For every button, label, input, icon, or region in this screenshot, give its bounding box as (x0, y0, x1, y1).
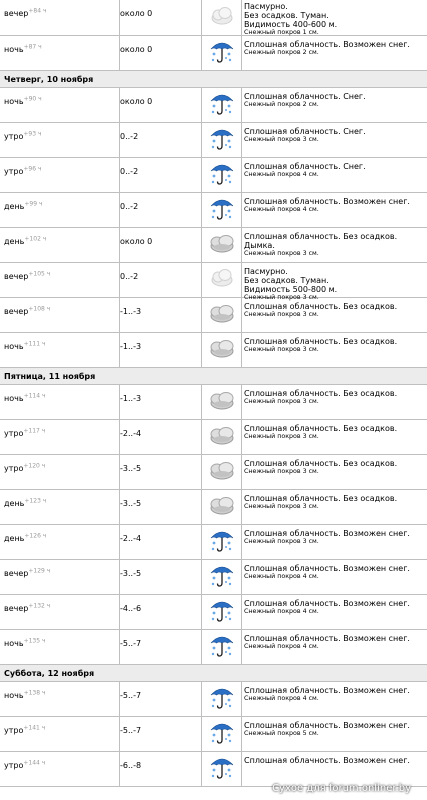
description-cell (242, 525, 427, 559)
weather-icon-cell (202, 263, 242, 297)
weather-description: Видимость 400-600 м. (244, 20, 338, 29)
table-row (0, 298, 427, 333)
weather-description: Сплошная облачность. Возможен снег. (244, 634, 410, 643)
overcast-icon (208, 389, 236, 415)
weather-description: Видимость 500-800 м. (244, 285, 338, 294)
description-cell (242, 0, 427, 35)
day-header (0, 71, 427, 88)
time-label: день (4, 202, 25, 211)
time-label: день (4, 499, 25, 508)
temperature-value: -4..-6 (120, 604, 142, 613)
umbrella-snow-icon (208, 194, 236, 226)
weather-icon-cell (202, 420, 242, 454)
time-cell (0, 490, 120, 524)
temperature-cell (120, 717, 202, 751)
time-label: вечер (4, 272, 29, 281)
weather-icon-cell (202, 298, 242, 332)
table-row (0, 560, 427, 595)
hour-offset: +108 ч (28, 305, 51, 313)
weather-icon-cell (202, 490, 242, 524)
hour-offset: +102 ч (24, 235, 47, 243)
snow-cover: Снежный покров 4 см. (244, 643, 319, 650)
time-label: утро (4, 726, 24, 735)
overcast-icon (208, 232, 236, 258)
weather-description: Сплошная облачность. Снег. (244, 127, 366, 136)
snow-cover: Снежный покров 3 см. (244, 468, 319, 475)
time-cell (0, 752, 120, 786)
weather-description: Сплошная облачность. Возможен снег. (244, 721, 410, 730)
hour-offset: +135 ч (23, 637, 46, 645)
temperature-value: около 0 (120, 237, 153, 246)
temperature-value: -5..-7 (120, 639, 142, 648)
table-row (0, 333, 427, 368)
time-cell (0, 420, 120, 454)
time-label: ночь (4, 342, 24, 351)
temperature-cell (120, 490, 202, 524)
description-cell (242, 193, 427, 227)
weather-description: Сплошная облачность. Снег. (244, 92, 366, 101)
time-cell (0, 525, 120, 559)
temperature-cell (120, 560, 202, 594)
description-cell (242, 455, 427, 489)
temperature-value: 0..-2 (120, 202, 139, 211)
day-header (0, 368, 427, 385)
temperature-value: -6..-8 (120, 761, 142, 770)
hour-offset: +105 ч (28, 270, 51, 278)
weather-description: Сплошная облачность. Возможен снег. (244, 599, 410, 608)
description-cell (242, 263, 427, 301)
description-cell (242, 158, 427, 192)
umbrella-snow-icon (208, 561, 236, 593)
snow-cover: Снежный покров 4 см. (244, 573, 319, 580)
time-label: ночь (4, 691, 24, 700)
time-cell (0, 385, 120, 419)
time-cell (0, 298, 120, 332)
weather-icon-cell (202, 0, 242, 35)
temperature-value: -3..-5 (120, 569, 142, 578)
weather-description: Сплошная облачность. Возможен снег. (244, 756, 410, 765)
snow-cover: Снежный покров 3 см. (244, 346, 319, 353)
temperature-cell (120, 455, 202, 489)
table-row (0, 0, 427, 36)
hour-offset: +114 ч (23, 392, 46, 400)
temperature-cell (120, 682, 202, 716)
description-cell (242, 420, 427, 454)
weather-description: Сплошная облачность. Без осадков. (244, 459, 398, 468)
weather-description: Сплошная облачность. Без осадков. Дымка. (244, 232, 398, 250)
table-row (0, 630, 427, 665)
day-label: Четверг, 10 ноября (4, 74, 94, 84)
temperature-value: -3..-5 (120, 464, 142, 473)
time-label: утро (4, 429, 24, 438)
temperature-cell (120, 228, 202, 262)
time-cell (0, 455, 120, 489)
weather-icon-cell (202, 682, 242, 716)
time-label: вечер (4, 9, 29, 18)
cloud-icon (209, 267, 235, 293)
description-cell (242, 490, 427, 524)
time-cell (0, 630, 120, 664)
hour-offset: +90 ч (23, 95, 42, 103)
weather-icon-cell (202, 333, 242, 367)
snow-cover: Снежный покров 4 см. (244, 171, 319, 178)
temperature-value: -5..-7 (120, 726, 142, 735)
table-row (0, 752, 427, 787)
temperature-cell (120, 123, 202, 157)
snow-cover: Снежный покров 3 см. (244, 398, 319, 405)
snow-cover: Снежный покров 3 см. (244, 250, 319, 257)
time-cell (0, 88, 120, 122)
day-header (0, 665, 427, 682)
weather-icon-cell (202, 752, 242, 786)
watermark: Сухое для forum.onliner.by (272, 783, 411, 794)
temperature-cell (120, 88, 202, 122)
temperature-cell (120, 595, 202, 629)
time-label: ночь (4, 394, 24, 403)
temperature-value: -2..-4 (120, 534, 142, 543)
time-cell (0, 595, 120, 629)
time-cell (0, 0, 120, 35)
time-label: утро (4, 167, 24, 176)
weather-icon-cell (202, 630, 242, 664)
hour-offset: +96 ч (23, 165, 42, 173)
weather-icon-cell (202, 36, 242, 70)
hour-offset: +117 ч (23, 427, 46, 435)
hour-offset: +111 ч (23, 340, 46, 348)
weather-description: Пасмурно. (244, 2, 288, 11)
temperature-value: -5..-7 (120, 691, 142, 700)
time-cell (0, 333, 120, 367)
hour-offset: +144 ч (23, 759, 46, 767)
time-label: утро (4, 464, 24, 473)
time-label: день (4, 237, 25, 246)
weather-icon-cell (202, 228, 242, 262)
time-label: вечер (4, 569, 29, 578)
temperature-value: около 0 (120, 9, 153, 18)
temperature-value: около 0 (120, 97, 153, 106)
weather-description: Сплошная облачность. Возможен снег. (244, 686, 410, 695)
snow-cover: Снежный покров 4 см. (244, 206, 319, 213)
weather-description: Сплошная облачность. Снег. (244, 162, 366, 171)
temperature-value: 0..-2 (120, 167, 139, 176)
table-row (0, 682, 427, 717)
snow-cover: Снежный покров 4 см. (244, 695, 319, 702)
temperature-value: 0..-2 (120, 132, 139, 141)
weather-description: Сплошная облачность. Без осадков. (244, 389, 398, 398)
temperature-value: 0..-2 (120, 272, 139, 281)
time-label: ночь (4, 639, 24, 648)
umbrella-snow-icon (208, 526, 236, 558)
time-cell (0, 193, 120, 227)
weather-icon-cell (202, 158, 242, 192)
day-label: Суббота, 12 ноября (4, 668, 95, 678)
snow-cover: Снежный покров 4 см. (244, 608, 319, 615)
temperature-cell (120, 752, 202, 786)
weather-description: Без осадков. Туман. (244, 276, 329, 285)
weather-icon-cell (202, 193, 242, 227)
temperature-cell (120, 630, 202, 664)
umbrella-snow-icon (208, 89, 236, 121)
weather-icon-cell (202, 123, 242, 157)
temperature-cell (120, 158, 202, 192)
snow-cover: Снежный покров 5 см. (244, 730, 319, 737)
weather-description: Сплошная облачность. Возможен снег. (244, 40, 410, 49)
snow-cover: Снежный покров 3 см. (244, 311, 319, 318)
description-cell (242, 228, 427, 262)
weather-icon-cell (202, 455, 242, 489)
hour-offset: +129 ч (28, 567, 51, 575)
description-cell (242, 752, 427, 786)
temperature-cell (120, 385, 202, 419)
umbrella-snow-icon (208, 596, 236, 628)
hour-offset: +132 ч (28, 602, 51, 610)
weather-description: Сплошная облачность. Без осадков. (244, 302, 398, 311)
weather-description: Сплошная облачность. Без осадков. (244, 424, 398, 433)
time-label: вечер (4, 604, 29, 613)
time-cell (0, 560, 120, 594)
snow-cover: Снежный покров 1 см. (244, 29, 319, 36)
weather-description: Сплошная облачность. Возможен снег. (244, 197, 410, 206)
table-row (0, 717, 427, 752)
description-cell (242, 36, 427, 70)
day-label: Пятница, 11 ноября (4, 371, 96, 381)
table-row (0, 88, 427, 123)
snow-cover: Снежный покров 2 см. (244, 49, 319, 56)
temperature-cell (120, 36, 202, 70)
temperature-value: -1..-3 (120, 307, 142, 316)
table-row (0, 455, 427, 490)
weather-description: Сплошная облачность. Возможен снег. (244, 564, 410, 573)
table-row (0, 420, 427, 455)
hour-offset: +99 ч (24, 200, 43, 208)
umbrella-snow-icon (208, 753, 236, 785)
temperature-value: -2..-4 (120, 429, 142, 438)
snow-cover: Снежный покров 3 см. (244, 503, 319, 510)
time-cell (0, 717, 120, 751)
description-cell (242, 595, 427, 629)
overcast-icon (208, 459, 236, 485)
description-cell (242, 630, 427, 664)
description-cell (242, 385, 427, 419)
hour-offset: +138 ч (23, 689, 46, 697)
umbrella-snow-icon (208, 683, 236, 715)
table-row (0, 385, 427, 420)
description-cell (242, 560, 427, 594)
table-row (0, 595, 427, 630)
table-row (0, 158, 427, 193)
temperature-cell (120, 525, 202, 559)
time-cell (0, 123, 120, 157)
table-row (0, 490, 427, 525)
time-label: ночь (4, 97, 24, 106)
time-label: утро (4, 761, 24, 770)
temperature-cell (120, 193, 202, 227)
description-cell (242, 123, 427, 157)
overcast-icon (208, 494, 236, 520)
description-cell (242, 298, 427, 332)
snow-cover: Снежный покров 3 см. (244, 433, 319, 440)
temperature-cell (120, 0, 202, 35)
time-cell (0, 158, 120, 192)
umbrella-snow-icon (208, 37, 236, 69)
overcast-icon (208, 302, 236, 328)
umbrella-snow-icon (208, 718, 236, 750)
description-cell (242, 88, 427, 122)
temperature-value: около 0 (120, 45, 153, 54)
temperature-cell (120, 420, 202, 454)
weather-icon-cell (202, 717, 242, 751)
hour-offset: +123 ч (24, 497, 47, 505)
time-cell (0, 263, 120, 297)
time-label: вечер (4, 307, 29, 316)
table-row (0, 263, 427, 301)
temperature-value: -1..-3 (120, 394, 142, 403)
hour-offset: +126 ч (24, 532, 47, 540)
temperature-cell (120, 333, 202, 367)
temperature-cell (120, 263, 202, 297)
weather-description: Пасмурно. (244, 267, 288, 276)
umbrella-snow-icon (208, 631, 236, 663)
time-label: утро (4, 132, 24, 141)
temperature-cell (120, 298, 202, 332)
time-cell (0, 682, 120, 716)
hour-offset: +87 ч (23, 43, 42, 51)
weather-icon-cell (202, 385, 242, 419)
description-cell (242, 333, 427, 367)
table-row (0, 193, 427, 228)
overcast-icon (208, 424, 236, 450)
temperature-value: -3..-5 (120, 499, 142, 508)
weather-description: Сплошная облачность. Без осадков. (244, 337, 398, 346)
table-row (0, 123, 427, 158)
weather-description: Сплошная облачность. Возможен снег. (244, 529, 410, 538)
weather-description: Сплошная облачность. Без осадков. (244, 494, 398, 503)
snow-cover: Снежный покров 3 см. (244, 136, 319, 143)
snow-cover: Снежный покров 3 см. (244, 538, 319, 545)
cloud-icon (209, 5, 235, 31)
hour-offset: +93 ч (23, 130, 42, 138)
weather-icon-cell (202, 88, 242, 122)
temperature-value: -1..-3 (120, 342, 142, 351)
weather-icon-cell (202, 560, 242, 594)
time-cell (0, 36, 120, 70)
table-row (0, 36, 427, 71)
weather-icon-cell (202, 595, 242, 629)
time-label: ночь (4, 45, 24, 54)
weather-description: Без осадков. Туман. (244, 11, 329, 20)
weather-icon-cell (202, 525, 242, 559)
table-row (0, 228, 427, 263)
table-row (0, 525, 427, 560)
snow-cover: Снежный покров 2 см. (244, 101, 319, 108)
snow-cover: Снежный покров 3 см. (244, 294, 319, 301)
hour-offset: +141 ч (23, 724, 46, 732)
description-cell (242, 717, 427, 751)
description-cell (242, 682, 427, 716)
overcast-icon (208, 337, 236, 363)
hour-offset: +84 ч (28, 7, 47, 15)
time-cell (0, 228, 120, 262)
umbrella-snow-icon (208, 124, 236, 156)
umbrella-snow-icon (208, 159, 236, 191)
time-label: день (4, 534, 25, 543)
hour-offset: +120 ч (23, 462, 46, 470)
